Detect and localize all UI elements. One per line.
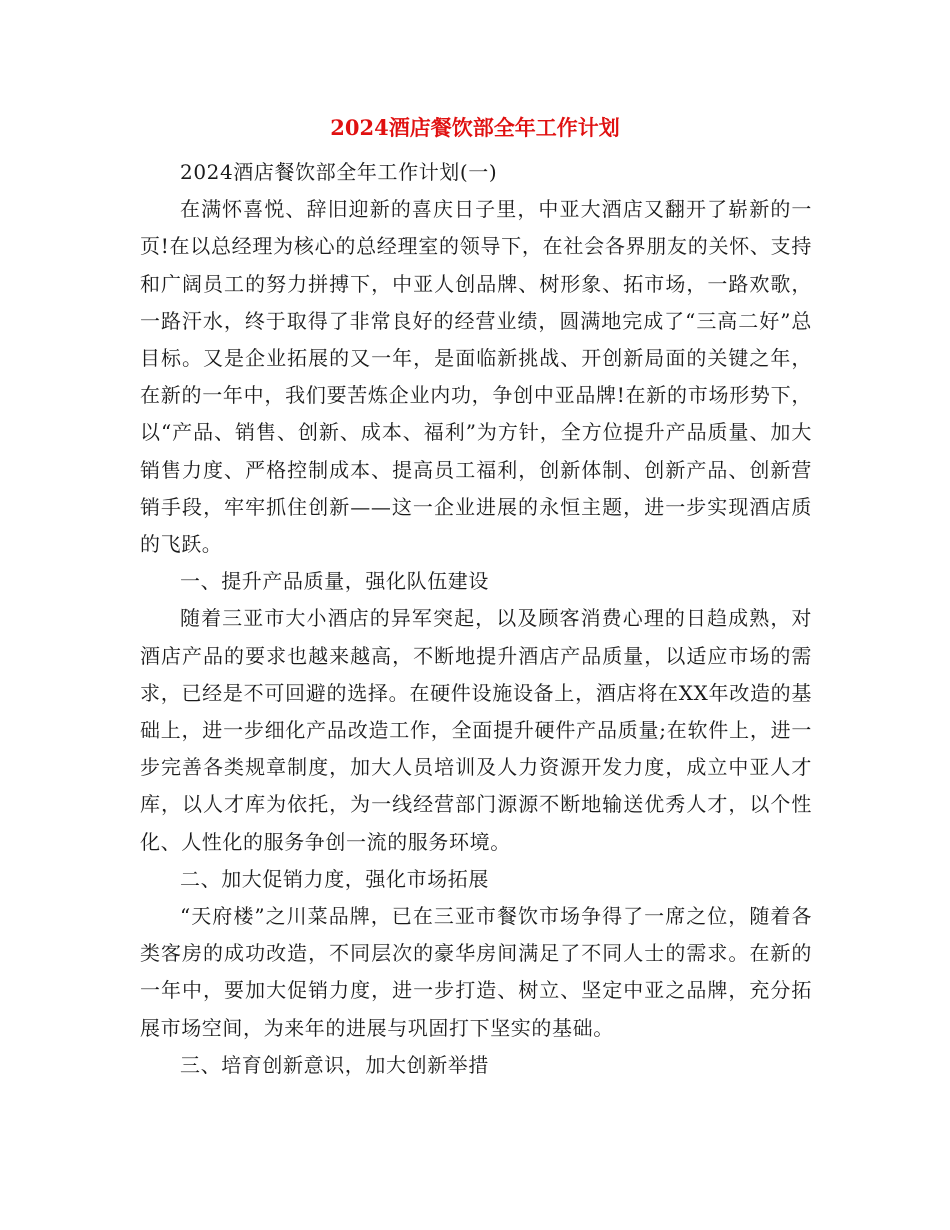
section-heading-1: 一、提升产品质量，强化队伍建设 <box>180 569 489 594</box>
subtitle-paragraph: 2024酒店餐饮部全年工作计划(一) <box>180 160 498 184</box>
intro-paragraph: 在满怀喜悦、辞旧迎新的喜庆日子里，中亚大酒店又翻开了崭新的一页!在以总经理为核心的总经理室的领导下，在社会各界朋友的关怀、支持和广阔员工的努力拼搏下，中亚人创品牌、树形象、拓市场，一路欢歌，一路汗水，终于取得了非常良好的经营业绩，圆满地完成了“三高二好”总目标。又是企业拓展的又一年，是面临新挑战、开创新局面的关键之年，在新的一年中，我们要苦炼企业内功，争创中亚品牌!在新的市场形势下，以“产品、销售、创新、成本、福利”为方针，全方位提升产品质量、加大销售力度、严格控制成本、提高员工福利，创新体制、创新产品、创新营销手段，牢牢抓住创新——这一企业进展的永恒主题，进一步实现酒店质的飞跃。 <box>140 197 812 557</box>
section-heading-3: 三、培育创新意识，加大创新举措 <box>180 1052 489 1077</box>
document-title: 2024酒店餐饮部全年工作计划 <box>330 115 620 140</box>
section-heading-2: 二、加大促销力度，强化市场拓展 <box>180 866 489 891</box>
document-body <box>140 154 812 1084</box>
section-paragraph-1: 随着三亚市大小酒店的异军突起，以及顾客消费心理的日趋成熟，对酒店产品的要求也越来越高，不断地提升酒店产品质量，以适应市场的需求，已经是不可回避的选择。在硬件设施设备上，酒店将在XX年改造的基础上，进一步细化产品改造工作，全面提升硬件产品质量;在软件上，进一步完善各类规章制度，加大人员培训及人力资源开发力度，成立中亚人才库，以人才库为依托，为一线经营部门源源不断地输送优秀人才，以个性化、人性化的服务争创一流的服务环境。 <box>140 606 812 854</box>
section-paragraph-2: “天府楼”之川菜品牌，已在三亚市餐饮市场争得了一席之位，随着各类客房的成功改造，不同层次的豪华房间满足了不同人士的需求。在新的一年中，要加大促销力度，进一步打造、树立、坚定中亚之品牌，充分拓展市场空间，为来年的进展与巩固打下坚实的基础。 <box>140 904 812 1040</box>
